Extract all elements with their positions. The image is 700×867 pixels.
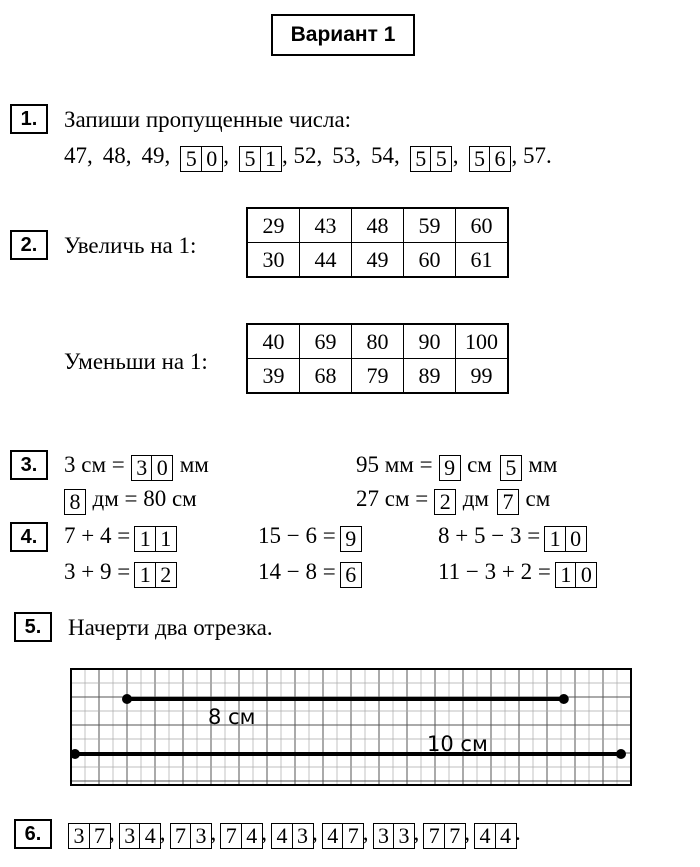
task-1-text: Запиши пропущенные числа:: [64, 107, 352, 132]
table-cell: 43: [300, 208, 352, 243]
answer-digit: 1: [260, 146, 282, 172]
answer-box: [134, 559, 175, 588]
missing-number-box: [469, 143, 510, 172]
separator: ,: [210, 820, 217, 845]
equation-text: 3 см =: [64, 452, 125, 477]
answer-digit: 3: [190, 823, 212, 849]
answer-digit: 7: [170, 823, 192, 849]
table-cell: 99: [456, 359, 509, 394]
table-cell: 44: [300, 243, 352, 278]
unit-text: мм: [528, 452, 558, 477]
answer-digit: 3: [373, 823, 395, 849]
expression-text: 14 − 8 =: [258, 559, 336, 584]
number-box: [220, 820, 261, 849]
table-row: [247, 324, 508, 359]
answer-digit: 4: [474, 823, 496, 849]
table-cell: 69: [300, 324, 352, 359]
table-cell: 40: [247, 324, 300, 359]
sequence-number: 48,: [102, 143, 132, 168]
task-6-sequence: [68, 819, 521, 849]
number-box: [322, 820, 363, 849]
task-1-sequence: [64, 142, 552, 172]
answer-digit: 3: [119, 823, 141, 849]
answer-digit: 6: [489, 146, 511, 172]
answer-digit: 0: [575, 562, 597, 588]
expression-text: 3 + 9 =: [64, 559, 131, 584]
table-cell: 80: [352, 324, 404, 359]
answer-digit: 3: [131, 455, 153, 481]
answer-box: [131, 452, 172, 481]
segment-2-label: 10 см: [427, 732, 488, 756]
table-row: [247, 208, 508, 243]
answer-digit: 3: [68, 823, 90, 849]
table-cell: 60: [456, 208, 509, 243]
answer-digit: 5: [239, 146, 261, 172]
separator: ,: [159, 820, 166, 845]
separator: ,: [413, 820, 420, 845]
answer-digit: 1: [134, 562, 156, 588]
sequence-number: , 57.: [511, 143, 552, 168]
answer-digit: 9: [439, 455, 461, 481]
number-box: [170, 820, 211, 849]
answer-digit: 7: [423, 823, 445, 849]
task-4-expression: [258, 522, 360, 552]
equation-text: 95 мм =: [356, 452, 433, 477]
task-3-line: [356, 451, 557, 481]
separator: ,: [362, 820, 369, 845]
table-cell: 30: [247, 243, 300, 278]
task-6-number: 6.: [14, 819, 52, 849]
answer-digit: 0: [201, 146, 223, 172]
task-4-expression: [64, 522, 175, 552]
task-3-line: [356, 485, 550, 515]
variant-title: Вариант 1: [271, 14, 415, 56]
task-2-number: 2.: [10, 230, 48, 260]
table-row: [247, 359, 508, 394]
task-5-text: Начерти два отрезка.: [68, 615, 273, 640]
answer-box: [434, 486, 455, 515]
separator: ,: [261, 820, 267, 845]
answer-box: [340, 523, 361, 552]
number-box: [119, 820, 160, 849]
answer-digit: 3: [292, 823, 314, 849]
task-3-number: 3.: [10, 450, 48, 480]
task-1-number: 1.: [10, 104, 48, 134]
missing-number-box: [239, 143, 280, 172]
grid-lines: [71, 669, 631, 785]
table-cell: 61: [456, 243, 509, 278]
table-cell: 60: [404, 243, 456, 278]
task-4-number: 4.: [10, 522, 48, 552]
grid-drawing-area: [70, 668, 632, 786]
answer-digit: 4: [495, 823, 517, 849]
table-cell: 68: [300, 359, 352, 394]
unit-text: дм = 80 см: [92, 486, 197, 511]
task-3-line: [64, 451, 209, 481]
answer-digit: 7: [342, 823, 364, 849]
separator: .: [515, 820, 521, 845]
sequence-number: 53,: [332, 143, 361, 168]
answer-digit: 7: [220, 823, 242, 849]
answer-digit: 6: [340, 562, 362, 588]
number-box: [423, 820, 464, 849]
answer-digit: 1: [134, 526, 156, 552]
answer-digit: 5: [410, 146, 432, 172]
segment-2-endpoint: [70, 749, 80, 759]
answer-box: [340, 559, 361, 588]
answer-digit: 4: [322, 823, 344, 849]
unit-text: мм: [179, 452, 209, 477]
answer-digit: 2: [155, 562, 177, 588]
sequence-number: 47,: [64, 143, 93, 168]
sequence-number: , 52,: [282, 143, 323, 168]
answer-box: [544, 523, 585, 552]
answer-digit: 1: [555, 562, 577, 588]
table-cell: 59: [404, 208, 456, 243]
sequence-number: ,: [223, 143, 229, 168]
task-4-expression: [438, 558, 596, 588]
unit-text: дм: [462, 486, 489, 511]
segment-1-label: 8 см: [208, 705, 256, 729]
answer-digit: 1: [544, 526, 566, 552]
expression-text: 8 + 5 − 3 =: [438, 523, 541, 548]
separator: ,: [109, 820, 115, 845]
answer-box: [64, 486, 85, 515]
decrease-table: [246, 323, 509, 394]
answer-digit: 1: [155, 526, 177, 552]
increase-table: [246, 207, 509, 278]
number-box: [271, 820, 312, 849]
segment-1-endpoint: [559, 694, 569, 704]
table-cell: 79: [352, 359, 404, 394]
task-5-number: 5.: [14, 612, 52, 642]
answer-digit: 7: [89, 823, 111, 849]
sequence-number: 49,: [141, 143, 171, 168]
unit-text: см: [467, 452, 492, 477]
expression-text: 15 − 6 =: [258, 523, 336, 548]
expression-text: 7 + 4 =: [64, 523, 131, 548]
answer-digit: 4: [271, 823, 293, 849]
answer-digit: 5: [430, 146, 452, 172]
answer-digit: 5: [500, 455, 522, 481]
answer-digit: 3: [393, 823, 415, 849]
answer-digit: 0: [151, 455, 173, 481]
task-3-line: [64, 485, 197, 515]
answer-digit: 9: [340, 526, 362, 552]
decrease-label: Уменьши на 1:: [64, 349, 208, 374]
answer-digit: 7: [497, 489, 519, 515]
answer-digit: 5: [180, 146, 202, 172]
table-cell: 89: [404, 359, 456, 394]
task-4-expression: [64, 558, 175, 588]
answer-box: [439, 452, 460, 481]
separator: ,: [464, 820, 470, 845]
expression-text: 11 − 3 + 2 =: [438, 559, 551, 584]
answer-digit: 7: [444, 823, 466, 849]
missing-number-box: [410, 143, 451, 172]
missing-number-box: [180, 143, 221, 172]
table-cell: 100: [456, 324, 509, 359]
answer-box: [555, 559, 596, 588]
separator: ,: [312, 820, 318, 845]
answer-digit: 5: [469, 146, 491, 172]
task-4-expression: [258, 558, 360, 588]
number-box: [373, 820, 414, 849]
table-cell: 49: [352, 243, 404, 278]
number-box: [68, 820, 109, 849]
increase-label: Увеличь на 1:: [64, 233, 197, 258]
answer-box: [497, 486, 518, 515]
table-cell: 29: [247, 208, 300, 243]
table-cell: 39: [247, 359, 300, 394]
table-cell: 48: [352, 208, 404, 243]
sequence-number: ,: [452, 143, 459, 168]
answer-digit: 2: [434, 489, 456, 515]
answer-digit: 4: [241, 823, 263, 849]
answer-digit: 0: [565, 526, 587, 552]
equation-text: 27 см =: [356, 486, 429, 511]
number-box: [474, 820, 515, 849]
sequence-number: 54,: [371, 143, 400, 168]
segment-2-endpoint: [616, 749, 626, 759]
table-cell: 90: [404, 324, 456, 359]
task-4-expression: [438, 522, 585, 552]
unit-text: см: [525, 486, 551, 511]
answer-box: [134, 523, 175, 552]
answer-digit: 8: [64, 489, 86, 515]
table-row: [247, 243, 508, 278]
answer-box: [500, 452, 521, 481]
answer-digit: 4: [139, 823, 161, 849]
segment-1-endpoint: [122, 694, 132, 704]
